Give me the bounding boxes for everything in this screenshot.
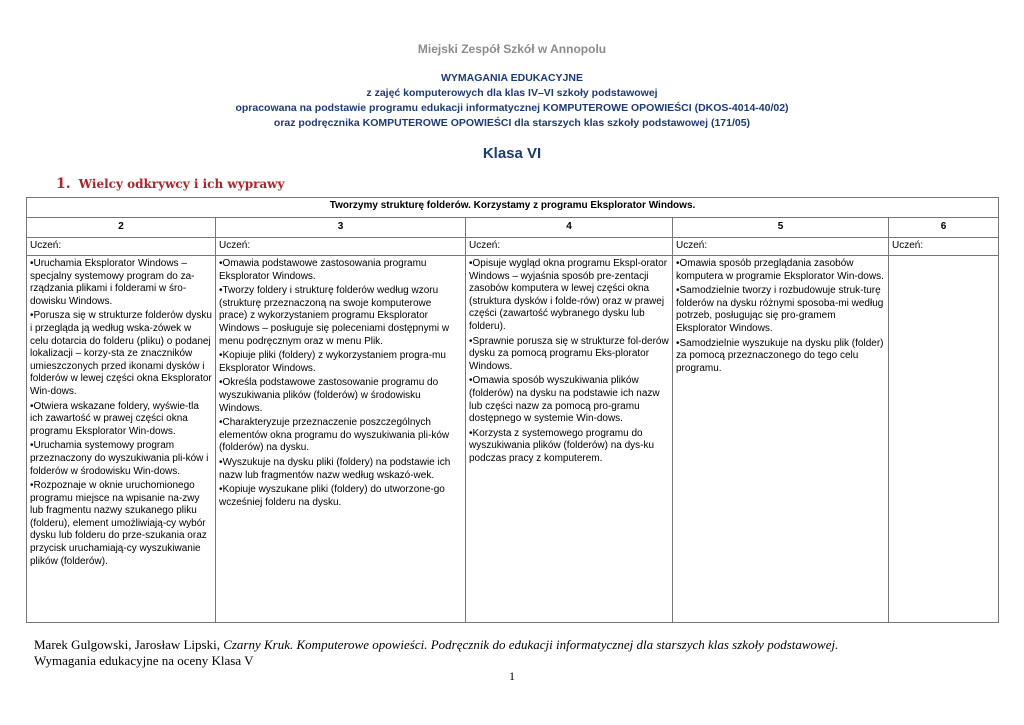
requirement-item: •Charakteryzuje przeznaczenie poszczególnych elementów okna programu do wyszukiwania pli-ków (folderów) na dysku. (219, 417, 450, 454)
requirement-item: •Kopiuje pliki (foldery) z wykorzystaniem progra-mu Eksplorator Windows. (219, 350, 446, 374)
uczen-label: Uczeń: (216, 238, 466, 256)
grade-6-requirements (889, 256, 999, 623)
requirement-item: •Tworzy foldery i strukturę folderów według wzoru (strukturę przeznaczoną na swoje komputerowe prace) z wykorzystaniem programu Eksplorator Windows – posługuje się poleceniami dostępnymi w menu podręcznym oraz w menu Plik. (219, 285, 450, 347)
grade-3-requirements (216, 256, 466, 623)
requirement-item: •Omawia podstawowe zastosowania programu Eksplorator Windows. (219, 258, 427, 282)
table-title: Tworzymy strukturę folderów. Korzystamy z programu Eksplorator Windows. (27, 198, 999, 218)
doc-title: WYMAGANIA EDUKACYJNE (441, 72, 583, 84)
section-number: 1. (56, 176, 71, 192)
class-heading: Klasa VI (482, 145, 542, 162)
requirement-item: •Rozpoznaje w oknie uruchomionego programu miejsce na wpisanie na-zwy lub fragmentu nazwy szukanego pliku (folderu), element umożliwiają-cy wybór dysku lub folderu do prze-szukania oraz przycisk uruchamiają-cy wyszukiwanie plików (folderów). (30, 480, 207, 567)
requirement-item: •Wyszukuje na dysku pliki (foldery) na podstawie ich nazw lub fragmentów nazw według wskazó-wek. (219, 456, 451, 481)
grade-6-header: 6 (889, 218, 999, 238)
uczen-label: Uczeń: (466, 238, 673, 256)
requirement-item: •Otwiera wskazane foldery, wyświe-tla ich zawartość w prawej części okna programu Eksplorator Win-dows. (30, 400, 199, 437)
requirement-item: •Kopiuje wyszukane pliki (foldery) do utworzone-go wcześniej folderu na dysku. (219, 484, 445, 508)
uczen-label: Uczeń: (27, 238, 216, 256)
requirement-item: •Uruchamia systemowy program przeznaczony do wyszukiwania pli-ków i folderów w środowisku Win-dows. (30, 440, 209, 477)
requirement-item: •Korzysta z systemowego programu do wyszukiwania plików (folderów) na dys-ku podczas pracy z komputerem. (469, 427, 655, 464)
requirement-item: •Samodzielnie tworzy i rozbudowuje struk-turę folderów na dysku różnymi sposoba-mi według potrzeb, posługując się pro-gramem Eksplorator Windows. (676, 285, 884, 334)
uczen-label: Uczeń: (889, 238, 999, 256)
grade-5-requirements (673, 256, 889, 623)
grade-4-requirements (466, 256, 673, 623)
requirement-item: •Uruchamia Eksplorator Windows – specjalny systemowy program do za-rządzania plikami i folderami w śro-dowisku Windows. (30, 258, 195, 307)
program-basis: opracowana na podstawie programu edukacji informatycznej KOMPUTEROWE OPOWIEŚCI (DKOS-4014-40/02) (235, 102, 789, 114)
requirement-item: •Omawia sposób przeglądania zasobów komputera w programie Eksplorator Win-dows. (676, 258, 884, 282)
uczen-label: Uczeń: (673, 238, 889, 256)
grade-4-header: 4 (466, 218, 673, 238)
grade-2-header: 2 (27, 218, 216, 238)
section-heading (56, 176, 285, 192)
footer-book-title: Czarny Kruk. Komputerowe opowieści. Podręcznik do edukacji informatycznej dla starszych klas szkoły podstawowej. (223, 637, 839, 652)
section-title: Wielcy odkrywcy i ich wyprawy (78, 177, 285, 191)
school-name: Miejski Zespół Szkół w Annopolu (417, 42, 607, 56)
requirement-item: •Określa podstawowe zastosowanie programu do wyszukiwania plików (folderów) w środowisku Windows. (219, 377, 439, 414)
footer-authors: Marek Gulgowski, Jarosław Lipski, (34, 637, 224, 652)
requirement-item: •Porusza się w strukturze folderów dysku i przegląda ją według wska-zówek w celu dotarcia do folderu (pliku) o podanej lokalizacji – korzy-sta ze znaczników umieszczonych przed ikonami dysków i folderów w lewej części okna Eksplorator Win-dows. (30, 310, 212, 397)
grade-5-header: 5 (673, 218, 889, 238)
page-number: 1 (509, 669, 515, 683)
requirement-item: •Opisuje wygląd okna programu Ekspl-orator Windows – wyjaśnia sposób pre-zentacji zasobów komputera w lewej części okna (struktura dysków i folde-rów) oraz w prawej części (zawartość wybranego dysku lub folderu). (469, 258, 668, 332)
grade-3-header: 3 (216, 218, 466, 238)
footer-subtitle: Wymagania edukacyjne na oceny Klasa V (34, 653, 254, 668)
footer-citation (34, 637, 838, 653)
doc-subtitle: z zajęć komputerowych dla klas IV–VI szkoły podstawowej (366, 87, 658, 99)
requirements-table (26, 197, 999, 623)
grade-2-requirements (27, 256, 216, 623)
requirement-item: •Sprawnie porusza się w strukturze fol-derów dysku za pomocą programu Eks-plorator Windows. (469, 335, 669, 372)
textbook-basis: oraz podręcznika KOMPUTEROWE OPOWIEŚCI dla starszych klas szkoły podstawowej (171/05) (273, 117, 751, 129)
requirement-item: •Samodzielnie wyszukuje na dysku plik (folder) za pomocą przeznaczonego do tego celu programu. (676, 337, 884, 374)
requirement-item: •Omawia sposób wyszukiwania plików (folderów) na dysku na podstawie ich nazw lub części nazw za pomocą pro-gramu dostępnego w systemie Win-dows. (469, 375, 660, 425)
